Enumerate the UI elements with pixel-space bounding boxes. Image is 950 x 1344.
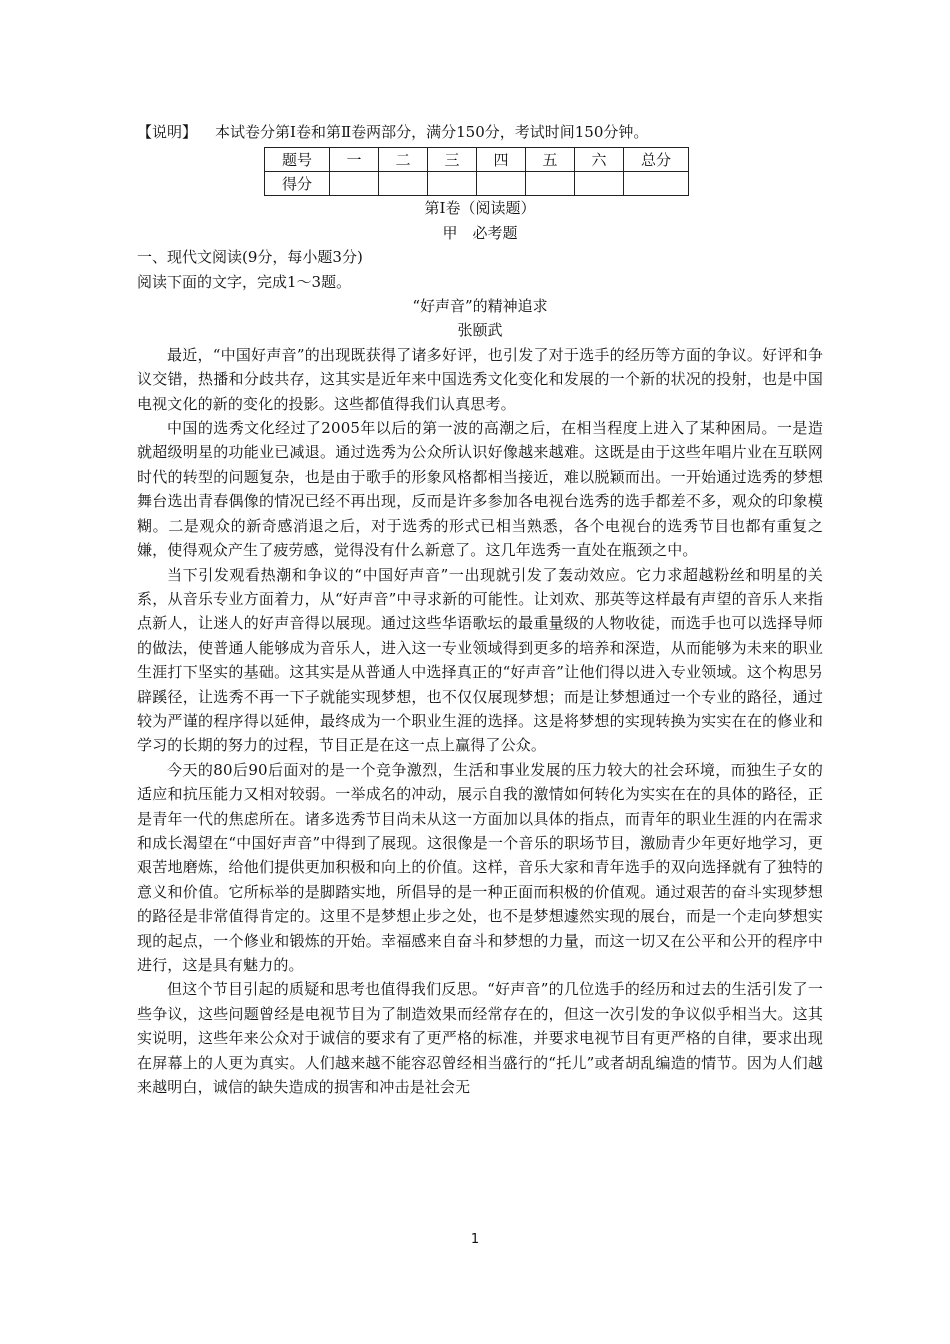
score-header-cell: 题号: [265, 148, 330, 172]
exam-note: [137, 120, 823, 144]
score-table-score-row: [265, 172, 689, 196]
part-title: 甲 必考题: [442, 223, 518, 242]
page-content: [137, 120, 823, 1099]
score-header-cell: 二: [379, 148, 428, 172]
score-cell: [526, 172, 575, 196]
score-table-header-row: [265, 148, 689, 172]
score-header-cell: 一: [330, 148, 379, 172]
score-cell: [379, 172, 428, 196]
score-row-label: 得分: [265, 172, 330, 196]
article-paragraph: 今天的80后90后面对的是一个竞争激烈，生活和事业发展的压力较大的社会环境，而独生子女的适应和抗压能力又相对较弱。一举成名的冲动，展示自我的激情如何转化为实实在在的具体的路径，正是青年一代的焦虑所在。诸多选秀节目尚未从这一方面加以具体的指点，而青年的职业生涯的内在需求和成长渴望在“中国好声音”中得到了展现。这很像是一个音乐的职场节目，激励青少年更好地学习，更艰苦地磨炼，给他们提供更加积极和向上的价值。这样，音乐大家和青年选手的双向选择就有了独特的意义和价值。它所标举的是脚踏实地，所倡导的是一种正面而积极的价值观。通过艰苦的奋斗实现梦想的路径是非常值得肯定的。这里不是梦想止步之处，也不是梦想遽然实现的展台，而是一个走向梦想实现的起点，一个修业和锻炼的开始。幸福感来自奋斗和梦想的力量，而这一切又在公平和公开的程序中进行，这是具有魅力的。: [137, 760, 823, 974]
article-paragraph: 但这个节目引起的质疑和思考也值得我们反思。“好声音”的几位选手的经历和过去的生活引发了一些争议，这些问题曾经是电视节目为了制造效果而经常存在的，但这一次引发的争议似乎相当大。这其实说明，这些年来公众对于诚信的要求有了更严格的标准，并要求电视节目有更严格的自律，要求出现在屏幕上的人更为真实。人们越来越不能容忍曾经相当盛行的“托儿”或者胡乱编造的情节。因为人们越来越明白，诚信的缺失造成的损害和冲击是社会无: [137, 980, 823, 1097]
article-paragraph: 最近，“中国好声音”的出现既获得了诸多好评，也引发了对于选手的经历等方面的争议。好评和争议交错，热播和分歧共存，这其实是近年来中国选秀文化变化和发展的一个新的状况的投射，也是中国电视文化的新的变化的投影。这些都值得我们认真思考。: [137, 345, 823, 413]
score-header-cell: 三: [428, 148, 477, 172]
article-author: 张颐武: [457, 321, 503, 340]
score-cell: [477, 172, 526, 196]
score-cell: [624, 172, 689, 196]
volume-title: 第Ⅰ卷（阅读题）: [424, 199, 536, 218]
score-cell: [575, 172, 624, 196]
score-header-cell: 四: [477, 148, 526, 172]
score-table: [264, 147, 689, 196]
score-cell: [330, 172, 379, 196]
note-text: 本试卷分第Ⅰ卷和第Ⅱ卷两部分，满分150分，考试时间150分钟。: [215, 123, 649, 141]
page-number: 1: [470, 1232, 480, 1247]
score-header-cell: 六: [575, 148, 624, 172]
article-title: “好声音”的精神追求: [412, 297, 548, 316]
score-header-cell: 总分: [624, 148, 689, 172]
note-label: 【说明】: [137, 123, 198, 141]
article-paragraph: 当下引发观看热潮和争议的“中国好声音”一出现就引发了轰动效应。它力求超越粉丝和明星的关系，从音乐专业方面着力，从“好声音”中寻求新的可能性。让刘欢、那英等这样最有声望的音乐人来指点新人，让迷人的好声音得以展现。通过这些华语歌坛的最重量级的人物收徒，而选手也可以选择导师的做法，使普通人能够成为音乐人，进入这一专业领域得到更多的培养和深造，从而能够为未来的职业生涯打下坚实的基础。这其实是从普通人中选择真正的“好声音”让他们得以进入专业领域。这个构思另辟蹊径，让选秀不再一下子就能实现梦想，也不仅仅展现梦想；而是让梦想通过一个专业的路径，通过较为严谨的程序得以延伸，最终成为一个职业生涯的选择。这是将梦想的实现转换为实实在在的修业和学习的长期的努力的过程，节目正是在这一点上赢得了公众。: [137, 565, 823, 755]
article-paragraph: 中国的选秀文化经过了2005年以后的第一波的高潮之后，在相当程度上进入了某种困局。一是造就超级明星的功能业已减退。通过选秀为公众所认识好像越来越难。这既是由于这些年唱片业在互联网时代的转型的问题复杂，也是由于歌手的形象风格都相当接近，难以脱颖而出。一开始通过选秀的梦想舞台选出青春偶像的情况已经不再出现，反而是许多参加各电视台选秀的选手都差不多，观众的印象模糊。二是观众的新奇感消退之后，对于选秀的形式已相当熟悉，各个电视台的选秀节目也都有重复之嫌，使得观众产生了疲劳感，觉得没有什么新意了。这几年选秀一直处在瓶颈之中。: [137, 419, 823, 560]
instruction: 阅读下面的文字，完成1～3题。: [137, 272, 352, 291]
score-header-cell: 五: [526, 148, 575, 172]
section-heading: 一、现代文阅读(9分，每小题3分): [137, 248, 363, 267]
score-cell: [428, 172, 477, 196]
